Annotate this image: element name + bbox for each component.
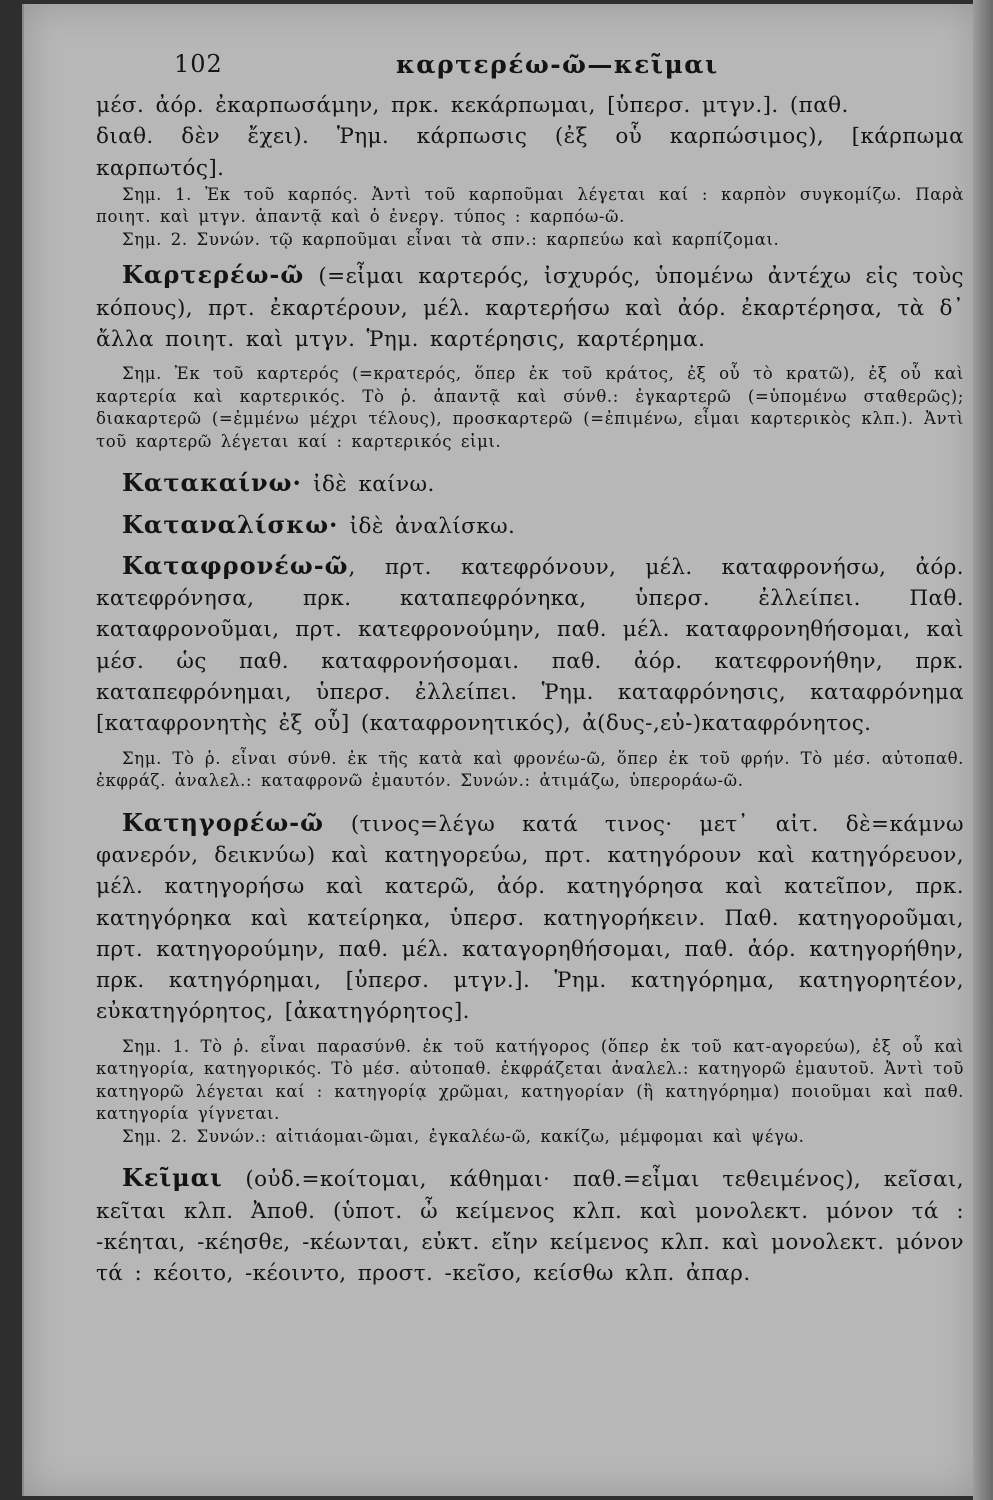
spacer — [96, 453, 964, 467]
entry-text: , πρτ. κατεφρόνουν, μέλ. καταφρονήσω, ἀόρ. κατεφρόνησα, πρκ. καταπεφρόνηκα, ὑπερσ. ἐλλείπει. Παθ. καταφρονοῦμαι, πρτ. κατεφρονούμην, παθ. μέλ. καταφρονηθήσομαι, καὶ μέσ. ὡς παθ. καταφρονήσομαι. παθ. ἀόρ. κατεφρονήθην, πρκ. καταπεφρόνημαι, ὑπερσ. ἐλλείπει. Ῥημ. καταφρόνησις, καταφρόνημα [καταφρονητὴς ἐξ οὗ] (καταφρονητικός), ἀ(δυς-,εὐ-)καταφρόνητος. — [96, 554, 964, 737]
spacer — [96, 740, 964, 748]
entry-note — [96, 363, 964, 453]
spacer — [96, 1148, 964, 1162]
headword: Κεῖμαι — [122, 1163, 223, 1193]
headword: Καταφρονέω-ῶ — [122, 550, 349, 580]
entry-paragraph — [96, 1162, 964, 1289]
entry-paragraph — [96, 550, 964, 740]
page-number: 102 — [174, 50, 223, 78]
spacer — [96, 1028, 964, 1036]
entry-text: (=εἶμαι καρτερός, ἰσχυρός, ὑπομένω ἀντέχω εἰς τοὺς κόπους), πρτ. ἐκαρτέρουν, μέλ. καρτερήσω καὶ ἀόρ. ἐκαρτέρησα, τὰ δ᾽ ἄλλα ποιητ. καὶ μτγν. Ῥημ. καρτέρησις, καρτέρημα. — [96, 264, 964, 352]
entry-note — [96, 748, 964, 793]
entry-paragraph — [96, 467, 964, 500]
entry-text: ἰδὲ ἀναλίσκω. — [338, 513, 516, 539]
entry-paragraph — [96, 807, 964, 1028]
entry-text: (οὐδ.=κοίτομαι, κάθημαι· παθ.=εἶμαι τεθειμένος), κεῖσαι, κεῖται κλπ. Ἀποθ. (ὑποτ. ὦ κείμενος κλπ. καὶ μονολεκτ. μόνον τά : -κέηται, -κέησθε, -κέωνται, εὐκτ. εἴην κείμενος κλπ. καὶ μονολεκτ. μόνον τά : κέοιτο, -κέοιντο, προστ. -κεῖσο, κείσθω κλπ. ἀπαρ. — [96, 1167, 964, 1287]
entry-text: (τινος=λέγω κατά τινος· μετ᾽ αἰτ. δὲ=κάμνω φανερόν, δεικνύω) καὶ κατηγορεύω, πρτ. κατηγόρουν καὶ κατηγόρευον, μέλ. κατηγορήσω καὶ κατερῶ, ἀόρ. κατηγόρησα καὶ κατεῖπον, πρκ. κατηγόρηκα καὶ κατείρηκα, ὑπερσ. κατηγορήκειν. Παθ. κατηγοροῦμαι, πρτ. κατηγορούμην, παθ. μέλ. καταγορηθήσομαι, παθ. ἀόρ. κατηγορήθην, πρκ. κατηγόρημαι, [ὑπερσ. μτγν.]. Ῥημ. κατηγόρημα, κατηγορητέον, εὐκατηγόρητος, [ἀκατηγόρητος]. — [96, 811, 964, 1025]
headword: Κατηγορέω-ῶ — [122, 807, 324, 837]
entry-paragraph — [96, 90, 964, 121]
entry-note — [96, 1036, 964, 1126]
entry-text: Σημ. Τὸ ῥ. εἶναι σύνθ. ἐκ τῆς κατὰ καὶ φρονέω-ῶ, ὅπερ ἐκ τοῦ φρήν. Τὸ μέσ. αὐτοπαθ. ἐκφράζ. ἀναλελ.: καταφρονῶ ἐμαυτόν. Συνών.: ἀτιμάζω, ὑπερoράω-ῶ. — [96, 748, 964, 791]
spacer — [96, 793, 964, 807]
page-edge — [973, 0, 993, 1500]
entry-note — [96, 184, 964, 229]
page-content — [96, 50, 964, 1289]
page-header — [96, 50, 964, 90]
entry-text: Σημ. 1. Ἐκ τοῦ καρπός. Ἀντὶ τοῦ καρποῦμαι λέγεται καί : καρπὸν συγκομίζω. Παρὰ ποιητ. καὶ μτγν. ἀπαντᾷ καὶ ὁ ἐνεργ. τύπος : καρπόω-ῶ. — [96, 184, 964, 227]
entry-note — [96, 1126, 964, 1149]
entry-text: Σημ. 1. Τὸ ῥ. εἶναι παρασύνθ. ἐκ τοῦ κατήγορος (ὅπερ ἐκ τοῦ κατ-αγορεύω), ἐξ οὗ καὶ κατηγορία, κατηγορικός. Τὸ μέσ. αὐτοπαθ. ἐκφράζεται ἀναλελ.: κατηγορῶ ἐμαυτοῦ. Ἀντὶ τοῦ κατηγορῶ λέγεται καί : κατηγορίᾳ χρῶμαι, κατηγορίαν (ἢ κατηγόρημα) ποιοῦμαι καὶ παθ. κατηγορία γίγνεται. — [96, 1036, 964, 1124]
entry-paragraph — [96, 509, 964, 542]
entry-paragraph — [96, 121, 964, 184]
entry-text: μέσ. ἀόρ. ἐκαρπωσάμην, πρκ. κεκάρπωμαι, [ὑπερσ. μτγν.]. (παθ. — [96, 93, 849, 118]
spacer — [96, 542, 964, 550]
dictionary-entries — [96, 90, 964, 1289]
headword: Καρτερέω-ῶ — [122, 260, 305, 290]
spacer — [96, 355, 964, 363]
entry-text: Σημ. 2. Συνών.: αἰτιάομαι-ῶμαι, ἐγκαλέω-ῶ, κακίζω, μέμφομαι καὶ ψέγω. — [122, 1126, 805, 1146]
entry-text: Σημ. Ἐκ τοῦ καρτερός (=κρατερός, ὅπερ ἐκ τοῦ κράτος, ἐξ οὗ τὸ κρατῶ), ἐξ οὗ καὶ καρτερία καὶ καρτερικός. Τὸ ῥ. ἀπαντᾷ καὶ σύνθ.: ἐγκαρτερῶ (=ὑπομένω σταθερῶς); διακαρτερῶ (=ἐμμένω μέχρι τέλους), προσκαρτερῶ (=ἐπιμένω, εἶμαι καρτερικὸς κλπ.). Ἀντὶ τοῦ καρτερῶ λέγεται καί : καρτερικός εἰμι. — [96, 364, 964, 451]
spacer — [96, 251, 964, 259]
entry-note — [96, 229, 964, 252]
headword: Κατακαίνω· — [122, 468, 302, 498]
running-head: καρτερέω-ῶ—κεῖμαι — [396, 50, 719, 79]
entry-text: ἰδὲ καίνω. — [301, 472, 435, 498]
entry-paragraph — [96, 259, 964, 355]
headword: Καταναλίσκω· — [122, 509, 339, 539]
entry-text: Σημ. 2. Συνών. τῷ καρποῦμαι εἶναι τὰ σπν.: καρπεύω καὶ καρπίζομαι. — [122, 229, 780, 249]
spacer — [96, 501, 964, 509]
entry-text: διαθ. δὲν ἔχει). Ῥημ. κάρπωσις (ἐξ οὗ καρπώσιμος), [κάρπωμα καρπωτός]. — [96, 124, 964, 181]
